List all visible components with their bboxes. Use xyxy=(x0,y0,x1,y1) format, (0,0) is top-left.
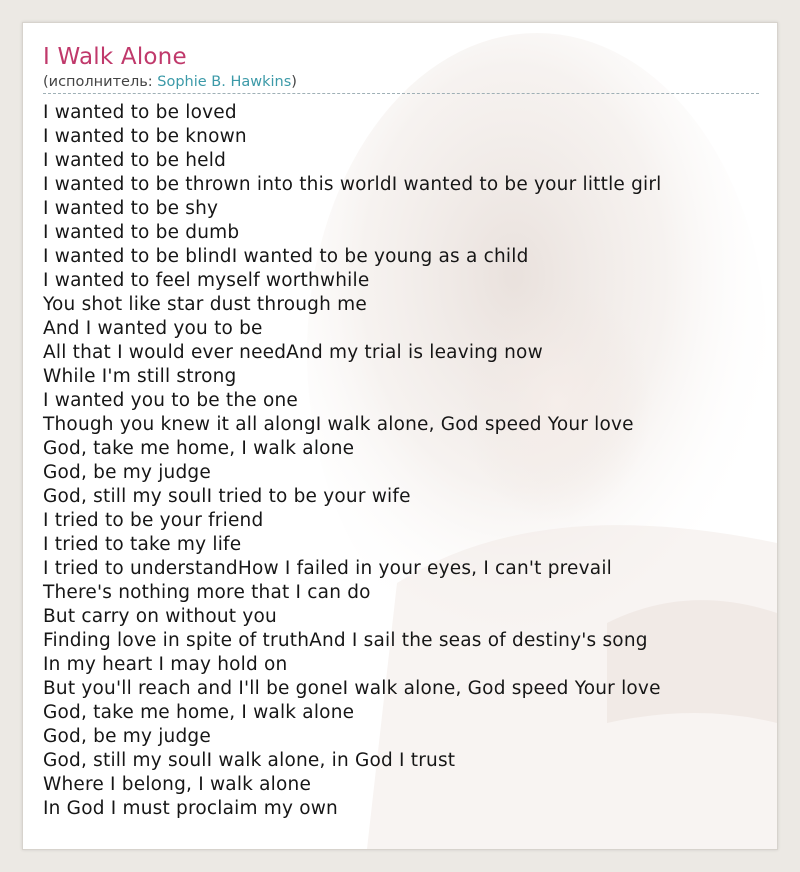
song-title: I Walk Alone xyxy=(43,44,187,70)
lyric-line: I wanted to be held xyxy=(43,150,227,171)
lyric-line: In God I must proclaim my own xyxy=(43,798,338,819)
lyric-line: I tried to be your friend xyxy=(43,510,264,531)
lyric-line: God, take me home, I walk alone xyxy=(43,702,355,723)
lyrics-content xyxy=(43,43,759,821)
lyric-line: I wanted to feel myself worthwhile xyxy=(43,270,370,291)
lyric-line: In my heart I may hold on xyxy=(43,654,288,675)
lyric-line: I wanted you to be the one xyxy=(43,390,298,411)
lyric-line: You shot like star dust through me xyxy=(43,294,367,315)
lyric-line: And I wanted you to be xyxy=(43,318,263,339)
lyric-line: Though you knew it all alongI walk alone, God speed Your love xyxy=(43,414,634,435)
lyric-line: God, still my soulI tried to be your wife xyxy=(43,486,411,507)
lyric-line: God, take me home, I walk alone xyxy=(43,438,355,459)
lyric-line: I wanted to be blindI wanted to be young as a child xyxy=(43,246,529,267)
performer-prefix: (исполнитель: xyxy=(43,74,158,90)
lyric-line: God, be my judge xyxy=(43,726,211,747)
lyric-line: But you'll reach and I'll be goneI walk alone, God speed Your love xyxy=(43,678,661,699)
lyric-line: I tried to take my life xyxy=(43,534,242,555)
lyric-line: But carry on without you xyxy=(43,606,277,627)
lyrics-text xyxy=(43,101,759,821)
lyric-line: I wanted to be known xyxy=(43,126,247,147)
lyric-line: While I'm still strong xyxy=(43,366,237,387)
lyric-line: There's nothing more that I can do xyxy=(43,582,371,603)
artist-link[interactable]: Sophie B. Hawkins xyxy=(157,74,292,90)
lyrics-card xyxy=(22,22,778,850)
performer-line xyxy=(43,73,759,94)
lyric-line: Finding love in spite of truthAnd I sail the seas of destiny's song xyxy=(43,630,648,651)
lyric-line: I wanted to be loved xyxy=(43,102,237,123)
lyric-line: God, still my soulI walk alone, in God I trust xyxy=(43,750,456,771)
lyric-line: I wanted to be shy xyxy=(43,198,219,219)
performer-suffix: ) xyxy=(291,74,297,90)
lyric-line: I wanted to be thrown into this worldI wanted to be your little girl xyxy=(43,174,662,195)
lyric-line: God, be my judge xyxy=(43,462,211,483)
lyric-line: Where I belong, I walk alone xyxy=(43,774,312,795)
lyric-line: All that I would ever needAnd my trial is leaving now xyxy=(43,342,543,363)
lyric-line: I tried to understandHow I failed in your eyes, I can't prevail xyxy=(43,558,612,579)
lyric-line: I wanted to be dumb xyxy=(43,222,240,243)
